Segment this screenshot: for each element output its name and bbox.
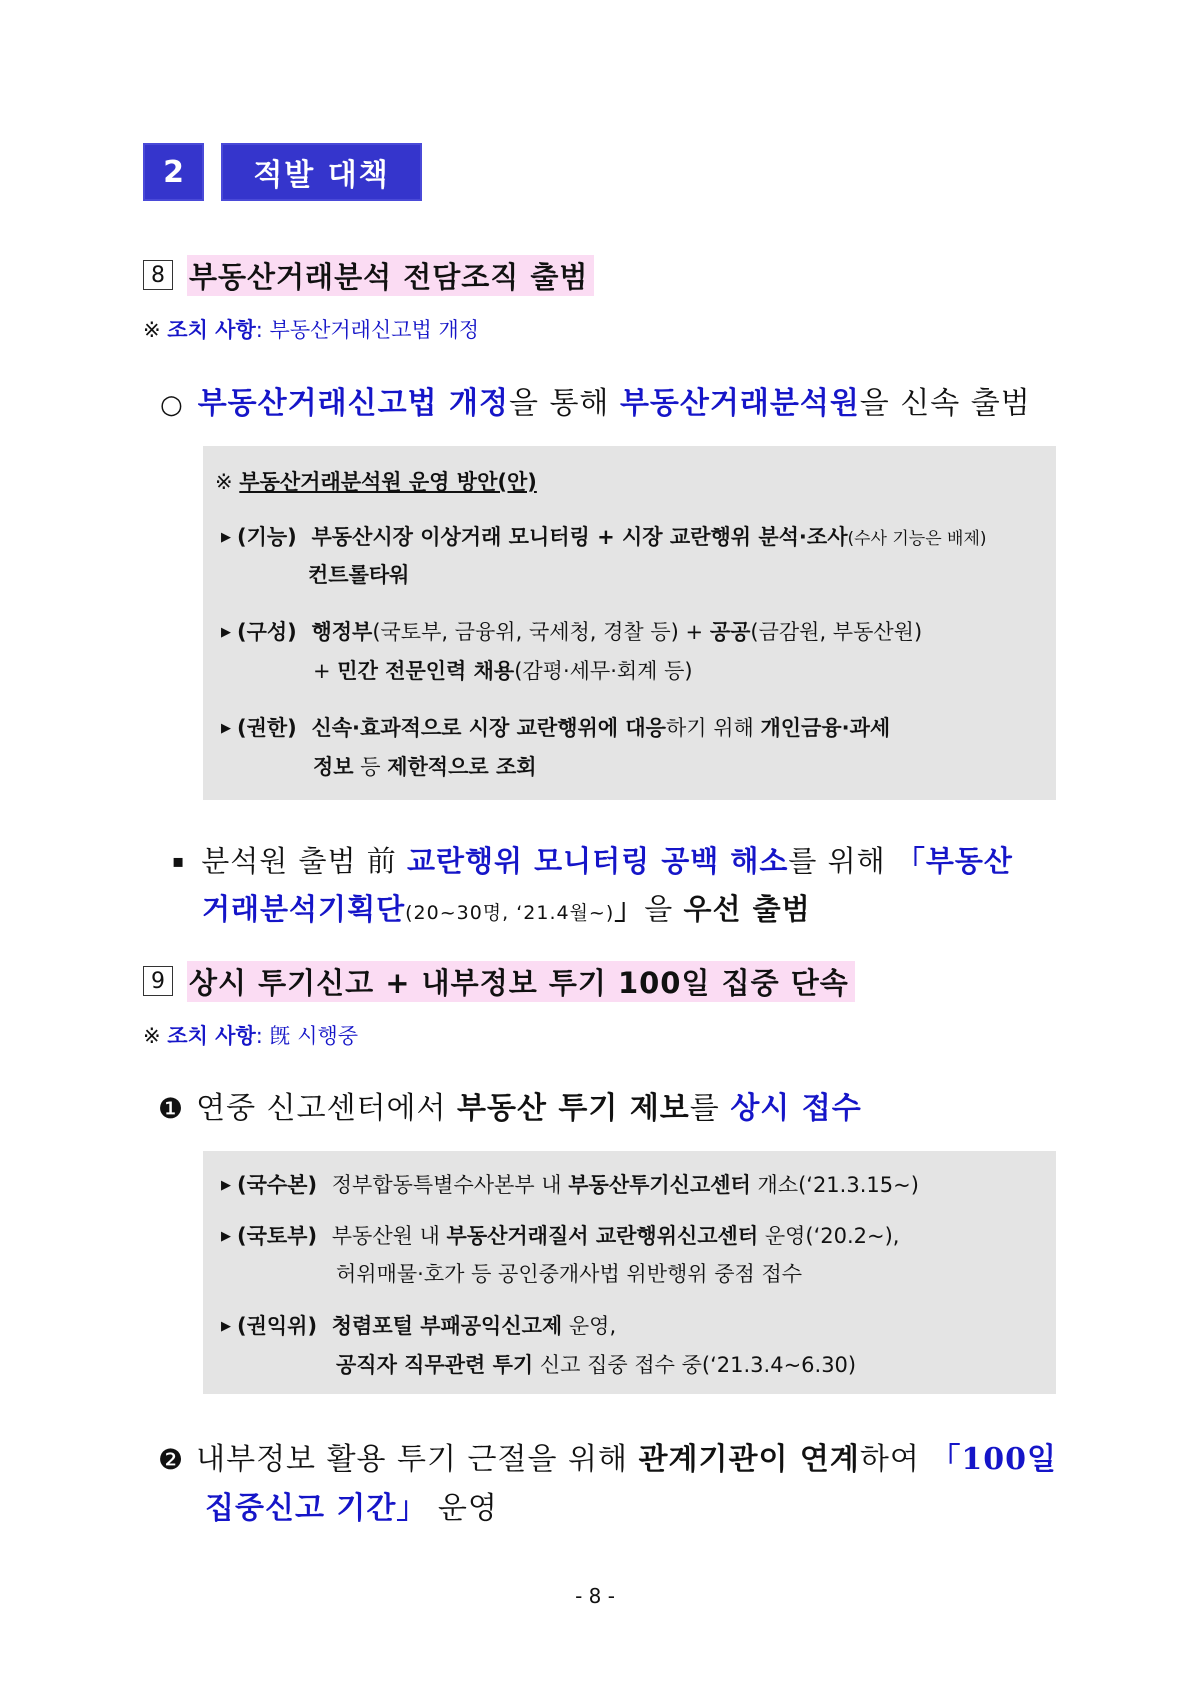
circle-bullet: ○ [160, 390, 184, 420]
row-tag: (국수본) [237, 1173, 318, 1197]
report-centers-panel [203, 1151, 1056, 1394]
note-label: 조치 사항 [167, 318, 256, 342]
item9-point2-line2 [205, 1483, 498, 1527]
triangle-bullet-icon: ▶ [221, 625, 231, 640]
note-text: 부동산거래신고법 개정 [269, 318, 480, 342]
row-tag: (구성) [237, 620, 297, 644]
row-text-bold: 개인금융·과세 [760, 716, 891, 740]
triangle-bullet-icon: ▶ [221, 1229, 231, 1244]
row-text-bold: 신속·효과적으로 시장 교란행위에 대응 [311, 716, 666, 740]
panel-heading [215, 466, 537, 496]
item8-heading [143, 254, 594, 296]
row-tag: (권익위) [237, 1314, 318, 1338]
note-label: 조치 사항 [167, 1024, 256, 1048]
sub-text: 를 위해 [788, 844, 896, 878]
sub-text: 을 [644, 892, 684, 926]
p2-text: 운영 [427, 1491, 498, 1526]
p1-emph-blue: 상시 접수 [730, 1091, 862, 1126]
row-text: + [313, 659, 338, 683]
row-text: (감평·세무·회계 등) [514, 659, 693, 683]
main-emph-2: 부동산거래분석원 [619, 386, 860, 421]
row-text-bold: 공공 [709, 620, 751, 644]
row-text: 등 [353, 755, 388, 779]
p2-text: 내부정보 활용 투기 근절을 위해 [196, 1442, 639, 1477]
panel-row-authority [221, 712, 890, 742]
row-text: 정부합동특별수사본부 내 [331, 1173, 569, 1197]
row-text-bold: 부동산투기신고센터 [568, 1173, 751, 1197]
row-tag: (권한) [237, 716, 297, 740]
section-number: 2 [143, 143, 204, 201]
p1-text: 연중 신고센터에서 [196, 1091, 458, 1126]
note-mark: ※ [143, 1024, 161, 1048]
main-emph-1: 부동산거래신고법 개정 [197, 386, 509, 421]
note-sep: : [255, 1024, 263, 1048]
row-text: 신고 집중 접수 중(‘21.3.4~6.30) [533, 1353, 857, 1377]
panel-heading-mark: ※ [215, 470, 233, 494]
sub-small: (20~30명, ‘21.4월~) [405, 902, 615, 924]
panel-row-authority-line2 [313, 751, 537, 781]
row-small: (수사 기능은 배제) [847, 529, 987, 549]
row-text-bold: 부동산거래질서 교란행위신고센터 [446, 1224, 759, 1248]
row-tag: (기능) [237, 525, 297, 549]
sub-bullet-line1 [172, 839, 1013, 880]
item9-point1 [158, 1083, 862, 1127]
item8-main-line [160, 378, 1031, 422]
panel-row-function [221, 521, 987, 551]
item9-heading [143, 960, 855, 1002]
row-text: 운영(‘20.2~), [758, 1224, 900, 1248]
p2-emph-blue: 「100일 [930, 1442, 1057, 1477]
item9-title: 상시 투기신고 + 내부정보 투기 100일 집중 단속 [187, 961, 855, 1002]
row-text-bold: 행정부 [311, 620, 373, 644]
row-text-bold: 공직자 직무관련 투기 [336, 1353, 534, 1377]
p2-text: 하여 [859, 1442, 931, 1477]
note-text: 旣 시행중 [269, 1024, 359, 1048]
sub-emph: 교란행위 모니터링 공백 해소 [406, 844, 789, 878]
sub-emph: 「부동산 [895, 844, 1013, 878]
triangle-bullet-icon: ▶ [221, 1178, 231, 1193]
main-text-1: 을 통해 [508, 386, 620, 421]
page-number: - 8 - [575, 1584, 615, 1608]
main-text-2: 을 신속 출범 [859, 386, 1031, 421]
item9-note [143, 1020, 358, 1050]
row-tag: (국토부) [237, 1224, 318, 1248]
panel-row-molit-line2: 허위매물·호가 등 공인중개사법 위반행위 중점 접수 [336, 1262, 803, 1286]
p2-emph-blue: 집중신고 기간」 [205, 1491, 428, 1526]
panel-row-function-line2: 컨트롤타워 [308, 563, 410, 587]
p1-emph: 부동산 투기 제보 [457, 1091, 690, 1126]
row-text: (금감원, 부동산원) [750, 620, 923, 644]
sub-bullet-line2 [202, 887, 811, 928]
square-bullet-icon: ▪ [172, 851, 186, 872]
section-title: 적발 대책 [221, 143, 422, 201]
item8-number-box: 8 [143, 260, 173, 290]
panel-row-acrc [221, 1310, 616, 1340]
row-text-bold: 청렴포털 부패공익신고제 [331, 1314, 563, 1338]
number-1-icon: ❶ [158, 1092, 185, 1125]
item8-title: 부동산거래분석 전담조직 출범 [187, 255, 594, 296]
sub-emph: 거래분석기획단 [202, 892, 406, 926]
p2-emph: 관계기관이 연계 [638, 1442, 860, 1477]
sub-emph: 우선 출범 [683, 892, 811, 926]
panel-row-acrc-line2 [336, 1349, 856, 1379]
row-text: 운영, [562, 1314, 617, 1338]
row-text: (국토부, 금융위, 국세청, 경찰 등) + [372, 620, 710, 644]
analysis-plan-panel [203, 446, 1056, 800]
row-text: 부동산원 내 [331, 1224, 447, 1248]
p1-text: 를 [689, 1091, 731, 1126]
number-2-icon: ❷ [158, 1443, 185, 1476]
row-text: 부동산시장 이상거래 모니터링 + 시장 교란행위 분석·조사 [311, 525, 848, 549]
row-text: 개소(‘21.3.15~) [750, 1173, 919, 1197]
item9-number-box: 9 [143, 966, 173, 996]
item8-note [143, 314, 479, 344]
triangle-bullet-icon: ▶ [221, 721, 231, 736]
triangle-bullet-icon: ▶ [221, 530, 231, 545]
panel-row-composition-line2 [313, 655, 693, 685]
note-mark: ※ [143, 318, 161, 342]
row-text-bold: 민간 전문인력 채용 [337, 659, 515, 683]
panel-row-composition [221, 616, 922, 646]
panel-heading-text: 부동산거래분석원 운영 방안(안) [239, 470, 537, 494]
row-text-bold: 정보 [313, 755, 354, 779]
row-text-bold: 제한적으로 조회 [387, 755, 537, 779]
note-sep: : [255, 318, 263, 342]
sub-bracket: 」 [614, 892, 645, 926]
panel-row-nps [221, 1169, 919, 1199]
triangle-bullet-icon: ▶ [221, 1319, 231, 1334]
panel-row-molit [221, 1220, 899, 1250]
item9-point2-line1 [158, 1434, 1057, 1478]
row-text: 하기 위해 [665, 716, 761, 740]
sub-text: 분석원 출범 前 [201, 844, 407, 878]
